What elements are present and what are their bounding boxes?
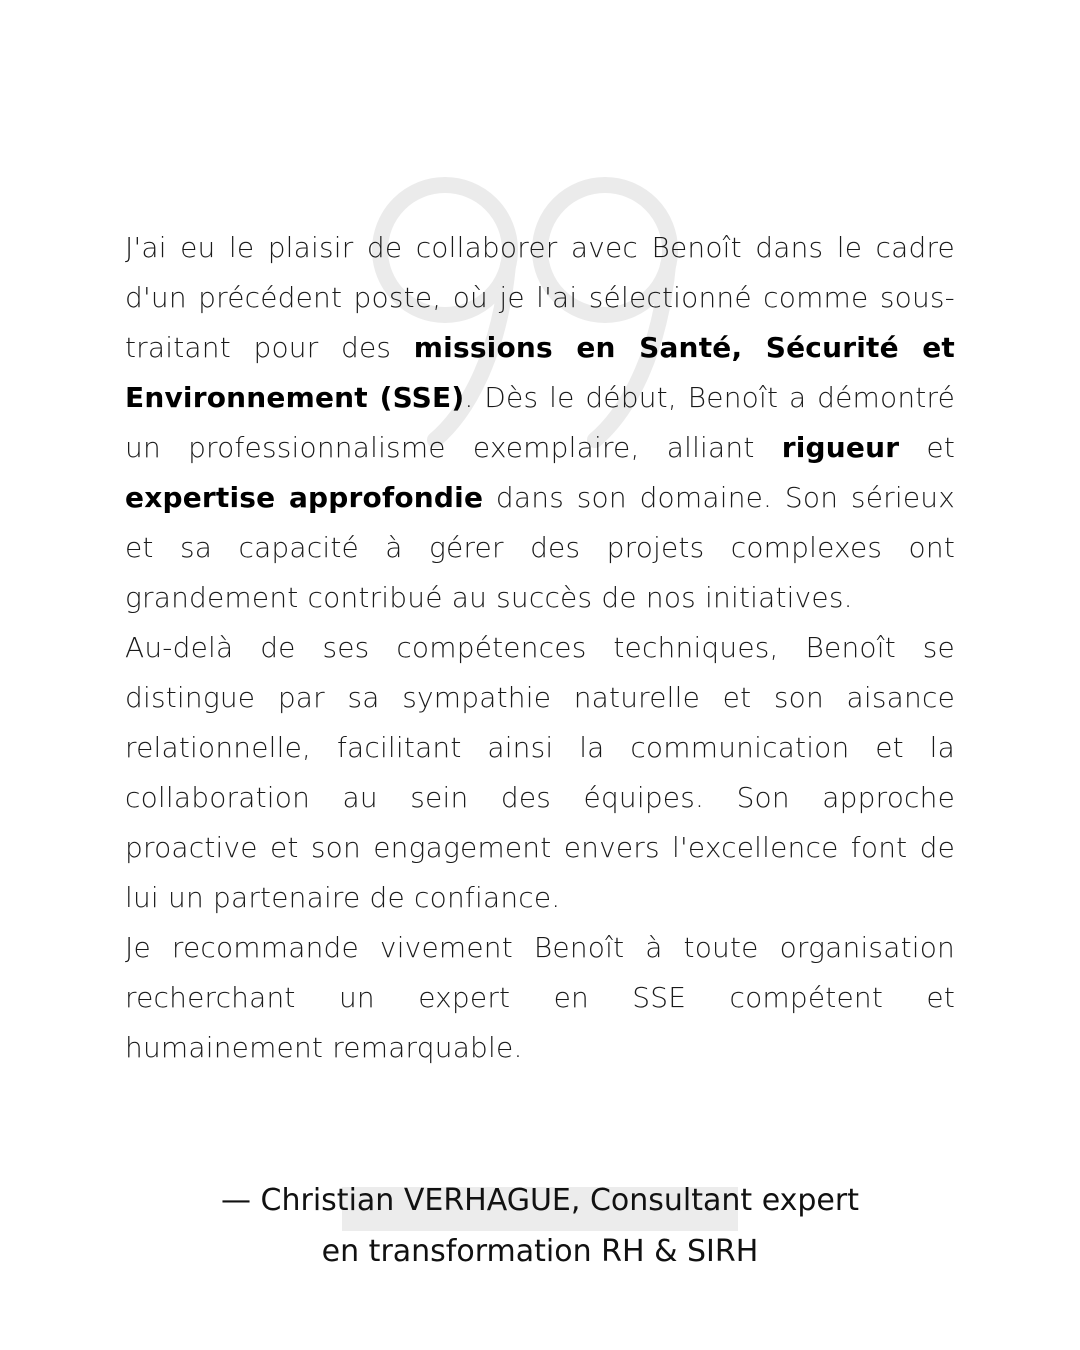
paragraph-1-text: dans son domaine. Son sérieux et sa capacité à gérer des projets complexes ont grandement contribué au succès de nos initiatives. [125,481,955,614]
signature-author-line: — Christian VERHAGUE, Consultant expert [221,1183,859,1218]
paragraph-1-text: . Dès le début, Benoît a démontré un professionnalisme exemplaire, alliant [125,381,956,464]
emphasis-sse-missions: missions en Santé, Sécurité et Environnement (SSE) [125,331,955,414]
testimonial-paragraph-2 [125,623,955,923]
testimonial-paragraph-1 [125,223,955,623]
paragraph-3-text: Je recommande vivement Benoît à toute organisation recherchant un expert en SSE compétent et humainement remarquable. [125,931,955,1064]
paragraph-1-text: J'ai eu le plaisir de collaborer avec Benoît dans le cadre d'un précédent poste, où je l'ai sélectionné comme sous-traitant pour des [125,231,955,364]
emphasis-rigueur: rigueur [781,431,900,464]
signature [80,1175,1000,1277]
testimonial-text [125,223,955,1073]
testimonial-paragraph-3 [125,923,955,1073]
emphasis-expertise: expertise approfondie [125,481,484,514]
paragraph-1-text: et [899,431,955,464]
paragraph-2-text: Au-delà de ses compétences techniques, Benoît se distingue par sa sympathie naturelle et son aisance relationnelle, facilitant ainsi la communication et la collaboration au sein des équipes. Son approche proactive et son engagement envers l'excellence font de lui un partenaire de confiance. [125,631,955,914]
signature-role-line: en transformation RH & SIRH [321,1234,759,1269]
